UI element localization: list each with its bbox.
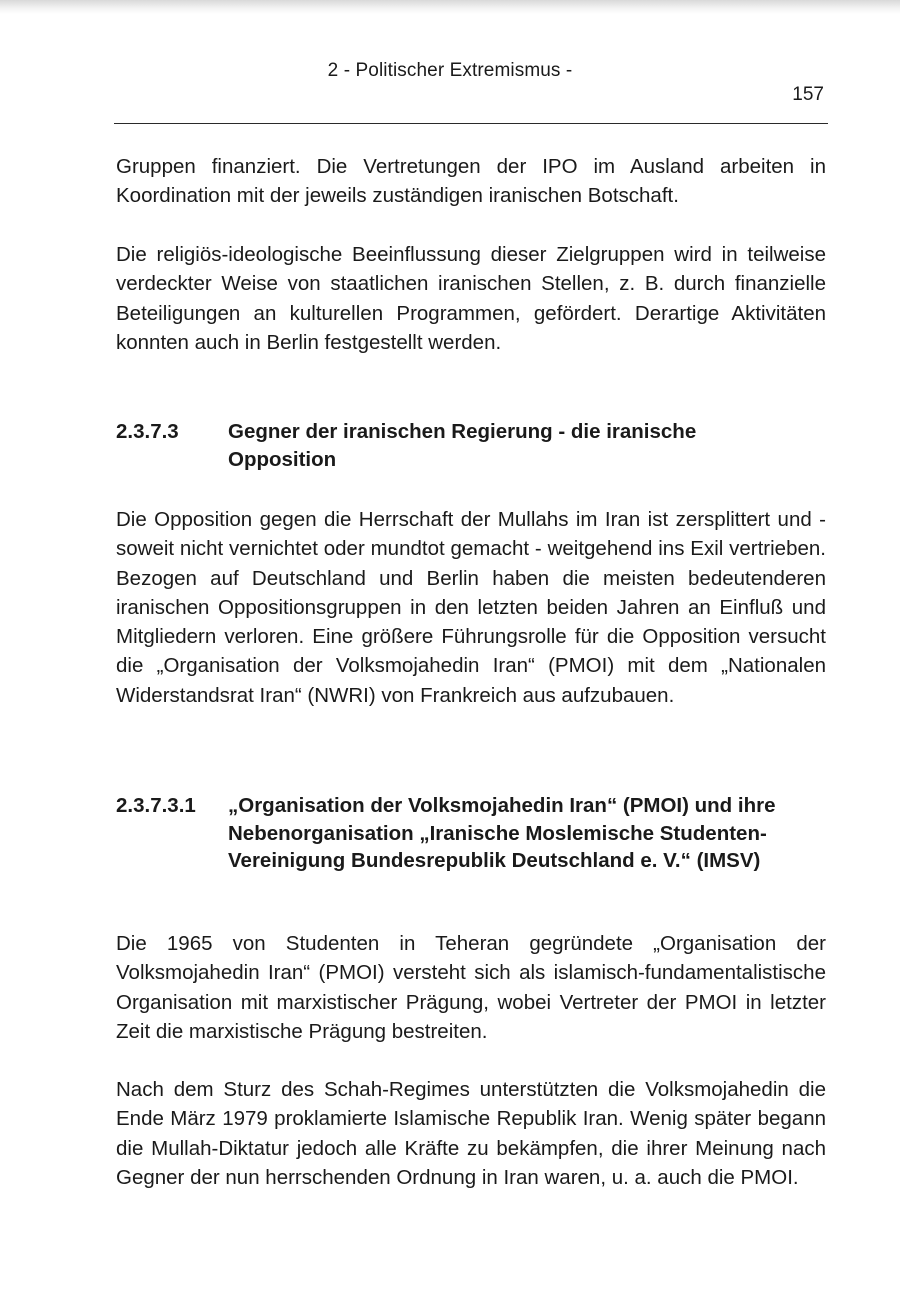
section-title: „Organisation der Volksmojahedin Iran“ (PMOI) und ihre Nebenorganisation „Iranische Moslemische Studenten-Vereinigung Bundesrepublik Deutschland e. V.“ (IMSV) — [228, 794, 776, 872]
paragraph-1: Gruppen finanziert. Die Vertretungen der IPO im Ausland arbeiten in Koordination mit der jeweils zuständigen iranischen Botschaft. — [116, 155, 826, 208]
paragraph-2: Die religiös-ideologische Beeinflussung dieser Zielgruppen wird in teilweise verdeckter Weise von staatlichen iranischen Stellen, z. B. durch finanzielle Beteiligungen an kulturellen Programmen, gefördert. Derartige Aktivitäten konnten auch in Berlin festgestellt werden. — [116, 243, 826, 354]
running-title: 2 - Politischer Extremismus - — [327, 60, 573, 81]
section-number: 2.3.7.3.1 — [116, 794, 196, 817]
scan-edge — [0, 0, 900, 14]
paragraph-4: Die 1965 von Studenten in Teheran gegründete „Organisation der Volksmojahedin Iran“ (PMOI) versteht sich als islamisch-fundamentalistische Organisation mit marxistischer Prägung, wobei Vertreter der PMOI in letzter Zeit die marxistische Prägung bestreiten. — [116, 932, 826, 1043]
section-title: Gegner der iranischen Regierung - die iranische Opposition — [228, 420, 697, 471]
page-number: 157 — [792, 84, 824, 105]
header-rule — [114, 123, 828, 124]
paragraph-5: Nach dem Sturz des Schah-Regimes unterstützten die Volksmojahedin die Ende März 1979 proklamierte Islamische Republik Iran. Wenig später begann die Mullah-Diktatur jedoch alle Kräfte zu bekämpfen, die ihrer Meinung nach Gegner der nun herrschenden Ordnung in Iran waren, u. a. auch die PMOI. — [116, 1078, 826, 1189]
paragraph-3: Die Opposition gegen die Herrschaft der Mullahs im Iran ist zersplittert und - soweit nicht vernichtet oder mundtot gemacht - weitgehend ins Exil vertrieben. Bezogen auf Deutschland und Berlin haben die meisten bedeutenderen iranischen Oppositionsgruppen in den letzten beiden Jahren an Einfluß und Mitgliedern verloren. Eine größere Führungsrolle für die Opposition versucht die „Organisation der Volksmojahedin Iran“ (PMOI) mit dem „Nationalen Widerstandsrat Iran“ (NWRI) von Frankreich aus aufzubauen. — [116, 508, 826, 707]
section-number: 2.3.7.3 — [116, 420, 179, 443]
